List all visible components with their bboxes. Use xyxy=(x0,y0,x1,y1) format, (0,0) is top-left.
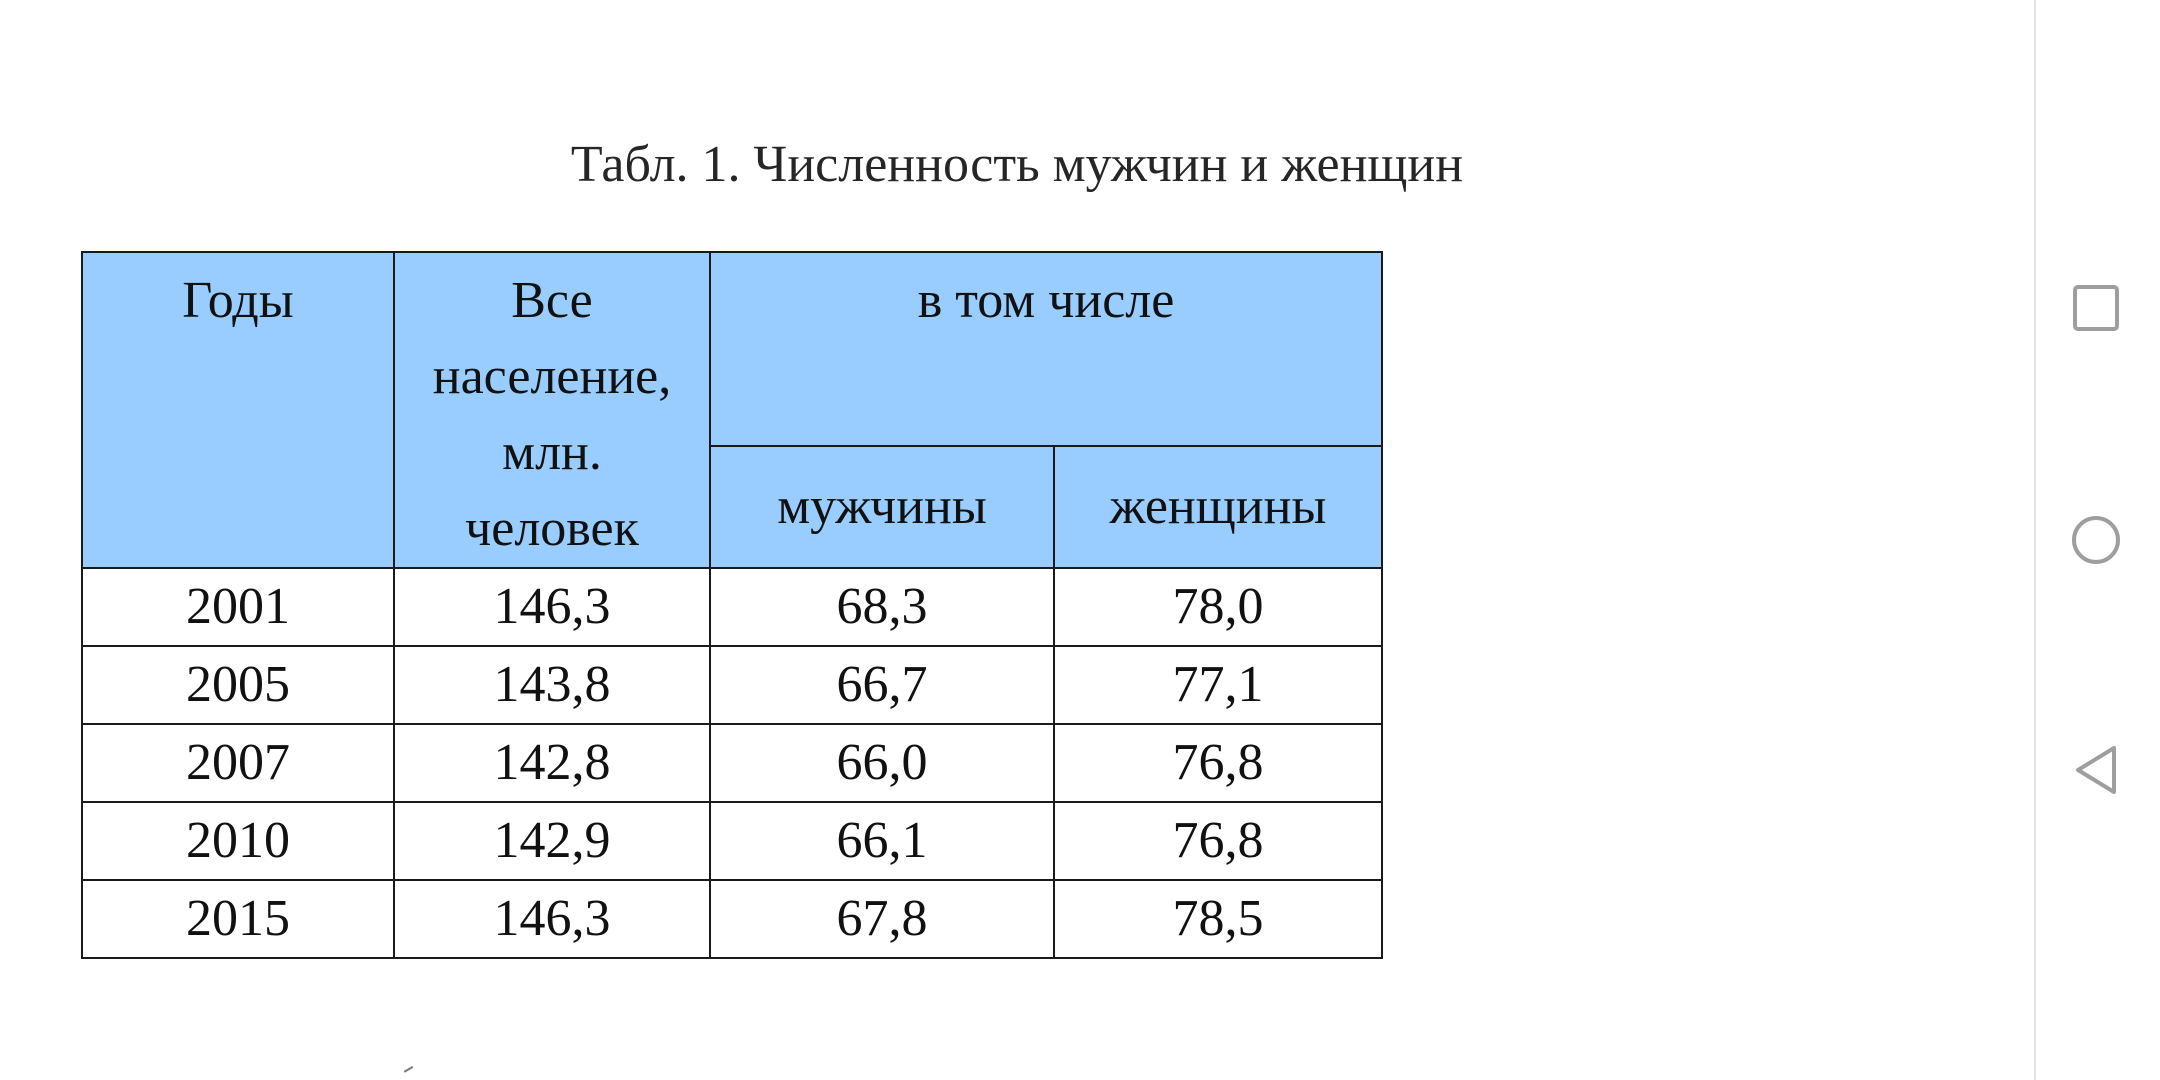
cell-women: 78,5 xyxy=(1054,880,1382,958)
recents-button[interactable] xyxy=(2064,276,2128,340)
cell-total: 146,3 xyxy=(394,880,710,958)
cell-men: 66,1 xyxy=(710,802,1054,880)
header-including: в том числе xyxy=(710,252,1382,446)
cell-total: 143,8 xyxy=(394,646,710,724)
cell-total: 142,9 xyxy=(394,802,710,880)
header-women: женщины xyxy=(1054,446,1382,568)
header-years: Годы xyxy=(82,252,394,568)
table-title: Табл. 1. Численность мужчин и женщин xyxy=(570,136,1464,193)
header-men: мужчины xyxy=(710,446,1054,568)
population-table xyxy=(81,251,1383,959)
cell-women: 77,1 xyxy=(1054,646,1382,724)
cell-year: 2015 xyxy=(82,880,394,958)
cell-total: 142,8 xyxy=(394,724,710,802)
cell-year: 2001 xyxy=(82,568,394,646)
table-row xyxy=(82,646,1382,724)
table-row xyxy=(82,568,1382,646)
table-row xyxy=(82,880,1382,958)
cell-women: 76,8 xyxy=(1054,802,1382,880)
cell-year: 2007 xyxy=(82,724,394,802)
cell-men: 66,0 xyxy=(710,724,1054,802)
navigation-bar xyxy=(2034,0,2160,1080)
table-row xyxy=(82,802,1382,880)
cell-total: 146,3 xyxy=(394,568,710,646)
home-button[interactable] xyxy=(2064,508,2128,572)
cell-women: 76,8 xyxy=(1054,724,1382,802)
partial-glyph-mark xyxy=(404,1066,417,1078)
cell-men: 67,8 xyxy=(710,880,1054,958)
back-triangle-icon xyxy=(2072,744,2120,796)
cell-year: 2010 xyxy=(82,802,394,880)
cell-women: 78,0 xyxy=(1054,568,1382,646)
cell-men: 66,7 xyxy=(710,646,1054,724)
cell-men: 68,3 xyxy=(710,568,1054,646)
back-button[interactable] xyxy=(2064,738,2128,802)
header-total-population: Все население, млн. человек xyxy=(394,252,710,568)
home-circle-icon xyxy=(2070,514,2122,566)
recents-square-icon xyxy=(2072,284,2120,332)
table-row xyxy=(82,724,1382,802)
cell-year: 2005 xyxy=(82,646,394,724)
